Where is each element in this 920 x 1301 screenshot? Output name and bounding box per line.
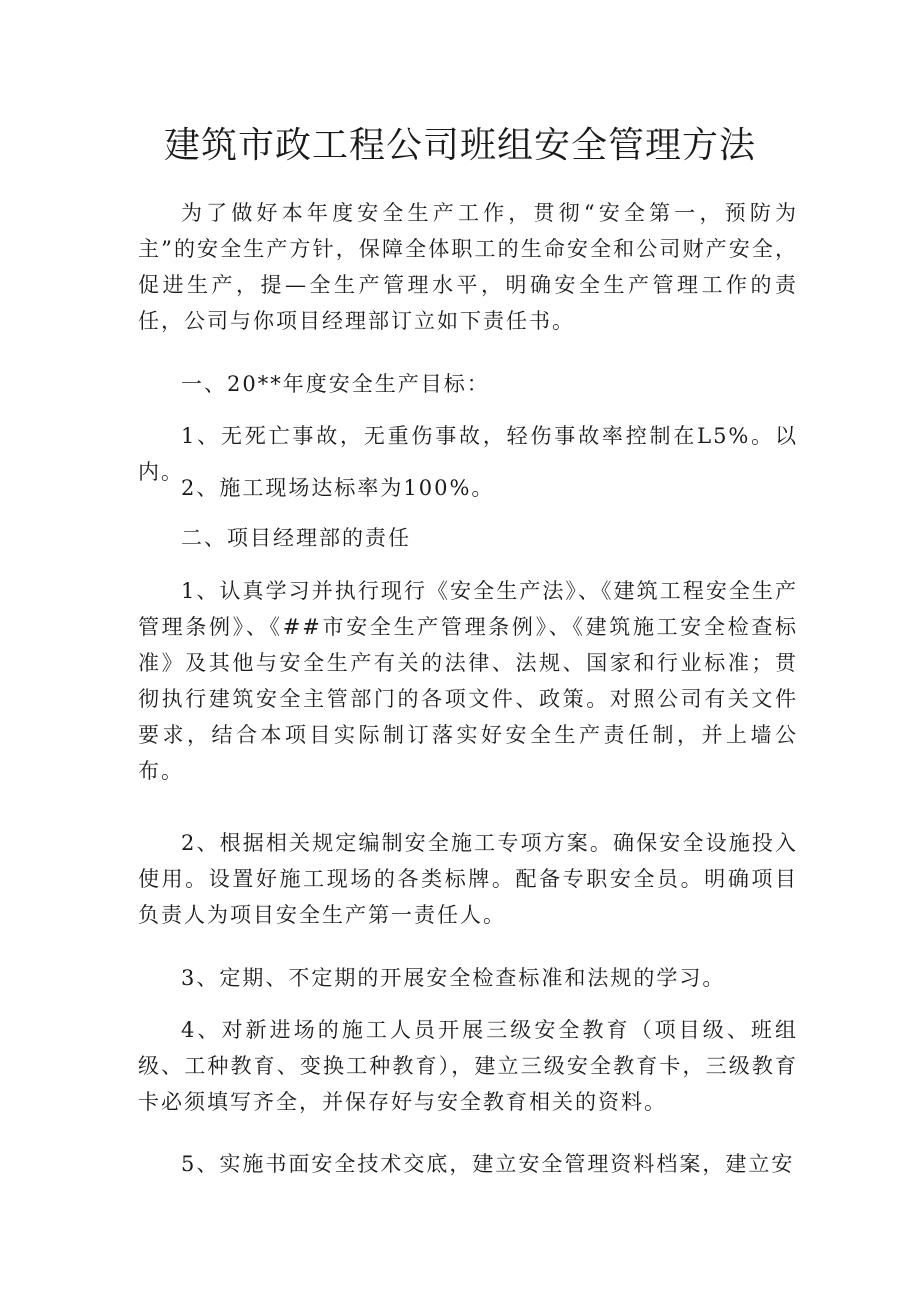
section-heading-goals: 一、20**年度安全生产目标： [181,372,490,396]
responsibility-item-4: 4、对新进场的施工人员开展三级安全教育（项目级、班组级、工种教育、变换工种教育），建立三级安全教育卡，三级教育卡必须填写齐全，并保存好与安全教育相关的资料。 [138,1018,798,1114]
goal-item-2: 2、施工现场达标率为100%。 [181,476,495,500]
responsibility-item-5: 5、实施书面安全技术交底，建立安全管理资料档案，建立安 [181,1152,795,1176]
document-title: 建筑市政工程公司班组安全管理方法 [163,125,756,166]
goal-item-1: 1、无死亡事故，无重伤事故，轻伤事故率控制在L5%。以内。 [138,424,798,484]
responsibility-item-3: 3、定期、不定期的开展安全检查标准和法规的学习。 [181,966,726,990]
responsibility-item-1: 1、认真学习并执行现行《安全生产法》、《建筑工程安全生产管理条例》、《##市安全生产管理条例》、《建筑施工安全检查标准》及其他与安全生产有关的法律、法规、国家和行业标准；贯彻执行建筑安全主管部门的各项文件、政策。对照公司有关文件要求，结合本项目实际制订落实好安全生产责任制，并上墙公布。 [138,579,798,783]
responsibility-item-2: 2、根据相关规定编制安全施工专项方案。确保安全设施投入使用。设置好施工现场的各类标牌。配备专职安全员。明确项目负责人为项目安全生产第一责任人。 [138,831,798,927]
section-heading-responsibilities: 二、项目经理部的责任 [181,526,411,550]
intro-paragraph: 为了做好本年度安全生产工作，贯彻“安全第一，预防为主”的安全生产方针，保障全体职工的生命安全和公司财产安全，促进生产，提—全生产管理水平，明确安全生产管理工作的责任，公司与你项目经理部订立如下责任书。 [138,201,798,333]
